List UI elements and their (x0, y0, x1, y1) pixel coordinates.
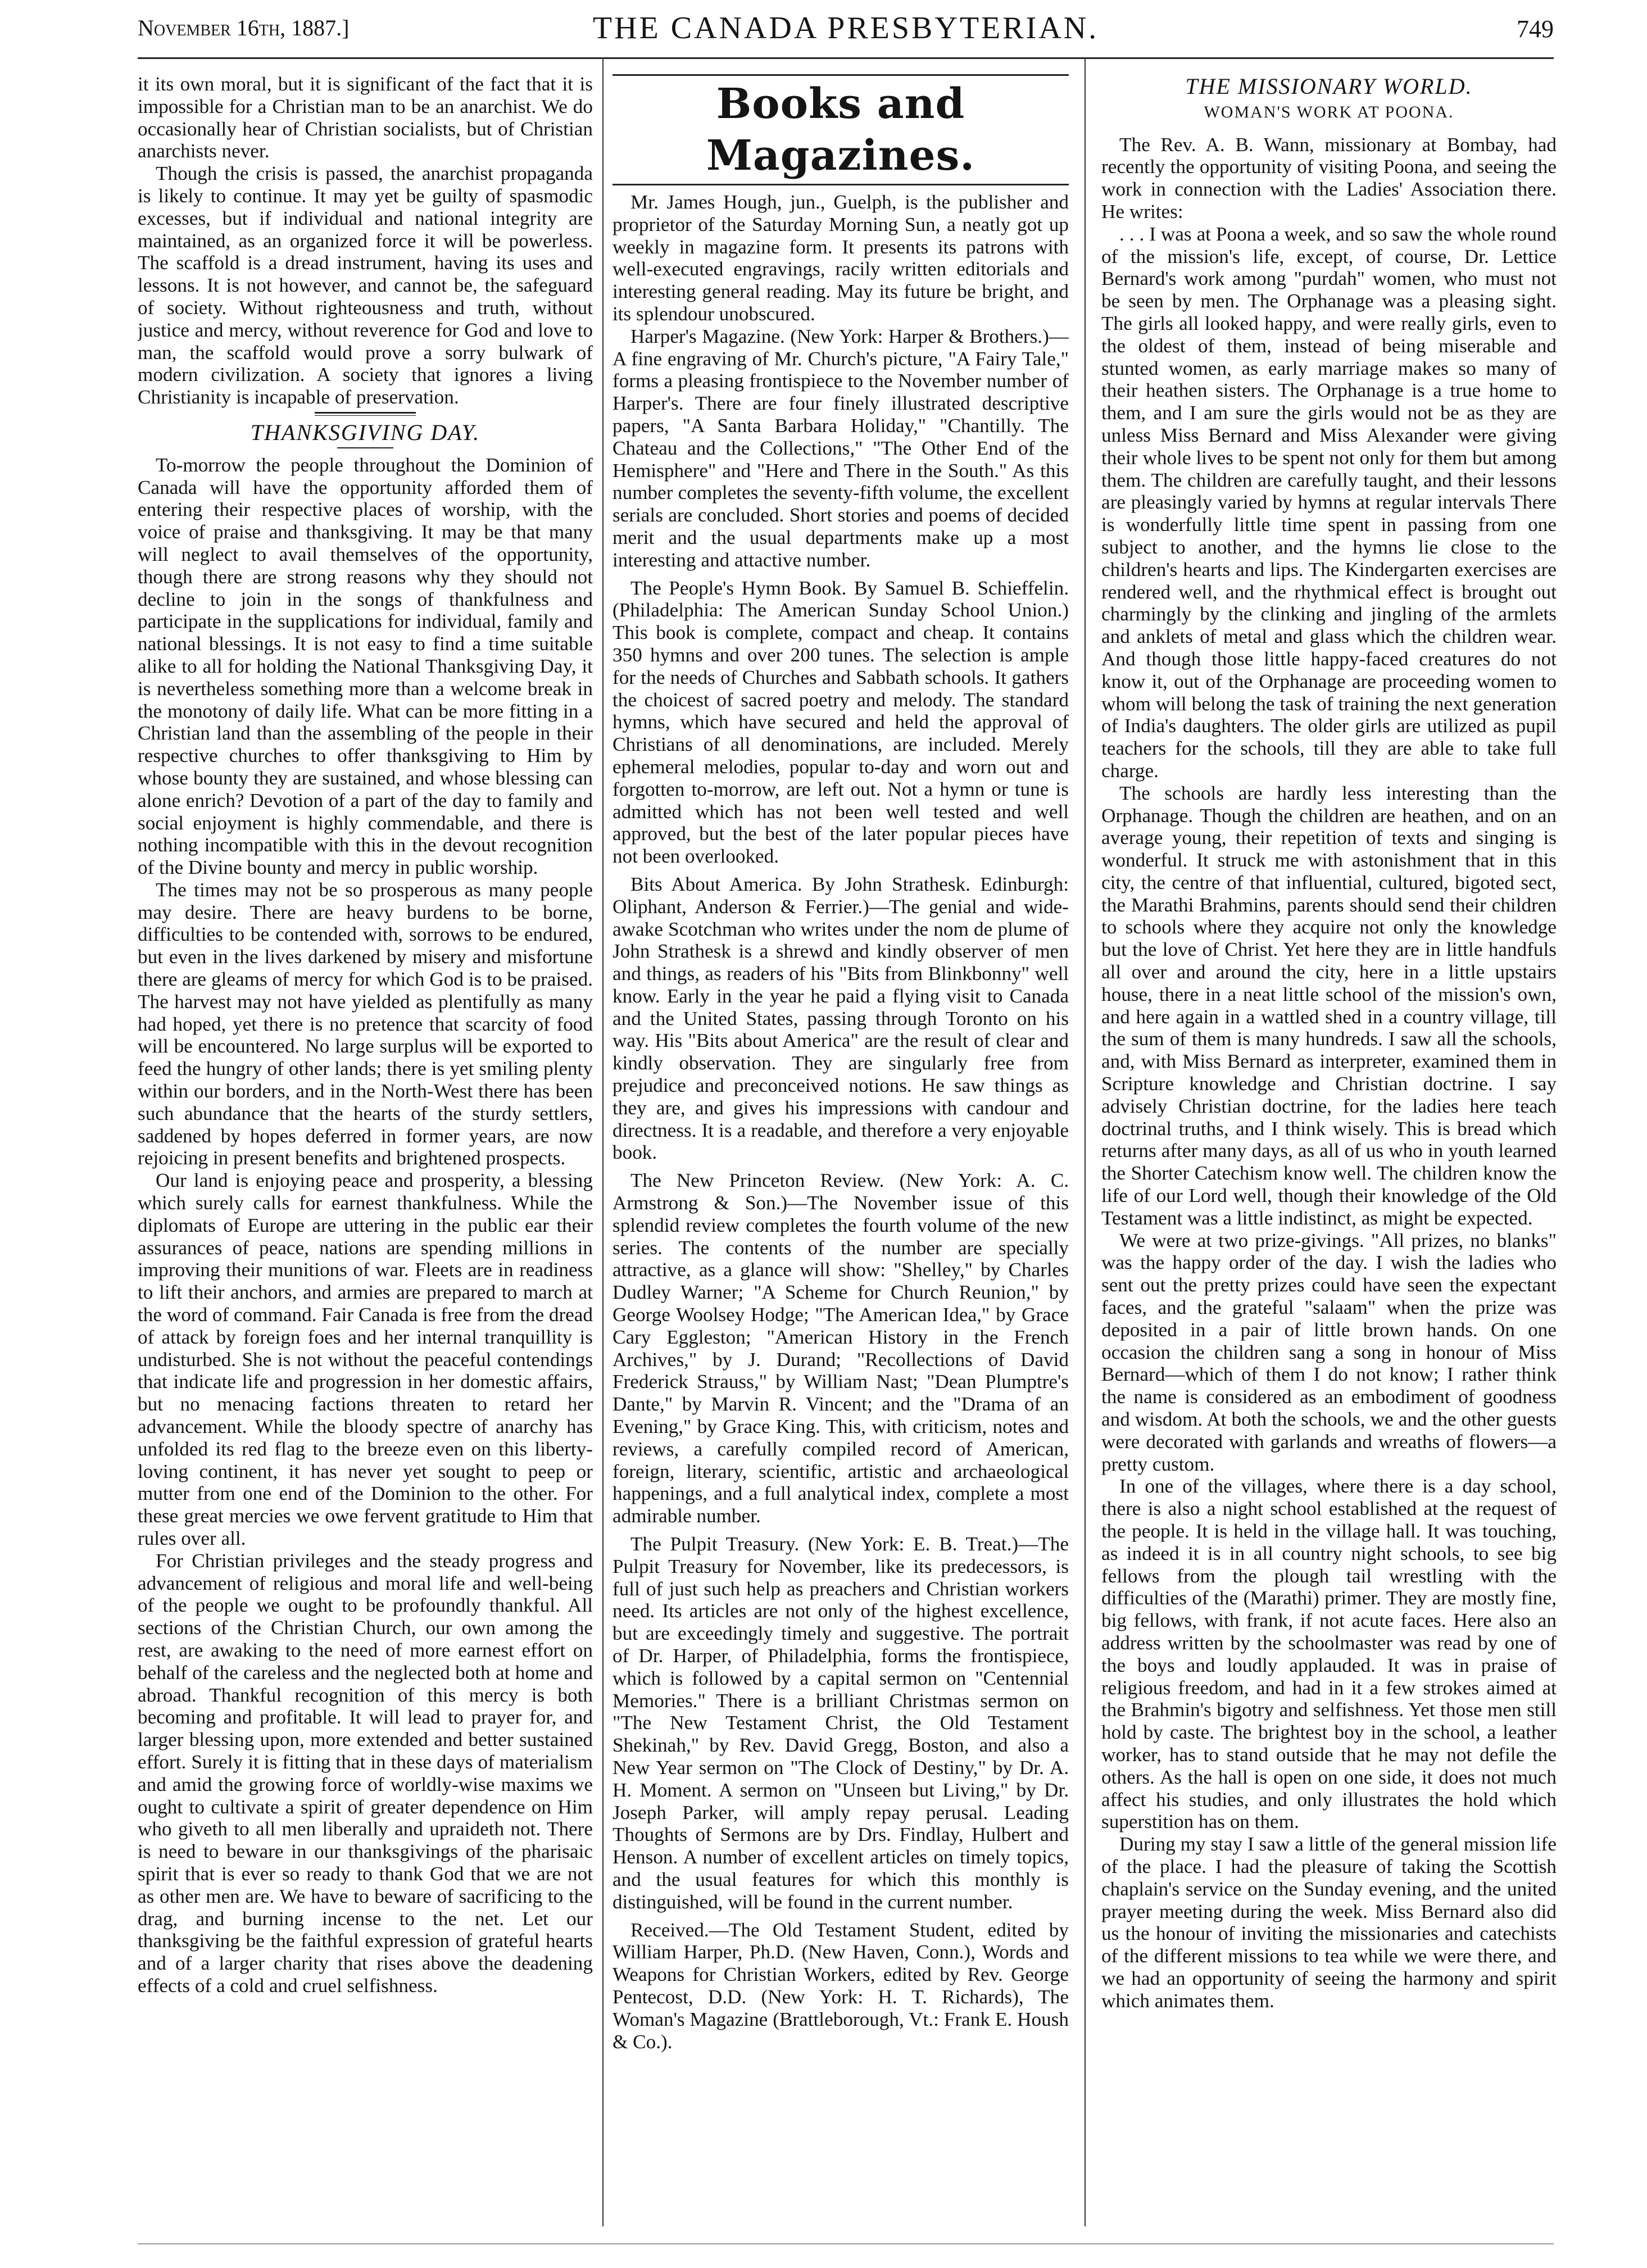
paragraph: Our land is enjoying peace and prosperity, a blessing which surely calls for earnest thankfulness. While the diplomats of Europe are uttering in the public ear their assurances of peace, nations are spending millions in improving their munitions of war. Fleets are in readiness to lift their anchors, and armies are prepared to march at the word of command. Fair Canada is free from the dread of attack by foreign foes and her internal tranquillity is undisturbed. She is not without the peaceful contendings that indicate life and progression in her domestic affairs, but no menacing factions threaten to retard her advancement. While the bloody spectre of anarchy has unfolded its red flag to the breeze even on this liberty-loving continent, it has never yet sought to peep or mutter from one end of the Dominion to the other. For these great mercies we owe fervent gratitude to Him that rules over all. (138, 1169, 593, 1549)
paragraph: During my stay I saw a little of the general mission life of the place. I had the pleasure of taking the Scottish chaplain's service on the Sunday evening, and the united prayer meeting during the week. Miss Bernard also did us the honour of inviting the missionaries and catechists of the different missions to tea while we were there, and we had an opportunity of seeing the harmony and spirit which animates them. (1101, 1833, 1557, 2012)
paragraph: The Rev. A. B. Wann, missionary at Bombay, had recently the opportunity of visiting Poona, and seeing the work in connection with the Ladies' Association there. He writes: (1101, 133, 1557, 223)
paragraph: The times may not be so prosperous as many people may desire. There are heavy burdens to be borne, difficulties to be contended with, sorrows to be endured, but even in the lives darkened by misery and misfortune there are gleams of mercy for which God is to be praised. The harvest may not have yielded as plentifully as many had hoped, yet there is no pretence that scarcity of food will be encountered. No large surplus will be exported to feed the hungry of other lands; there is yet smiling plenty within our borders, and in the North-West there has been such abundance that the hearts of the sturdy settlers, saddened by hopes deferred in former years, are now rejoicing in present benefits and brightened prospects. (138, 878, 593, 1169)
page-bottom-rule (138, 2243, 1554, 2244)
masthead (138, 10, 1554, 49)
paragraph: To-morrow the people throughout the Dominion of Canada will have the opportunity afforded them of entering their respective places of worship, with the voice of praise and thanksgiving. It may be that many will neglect to avail themselves of the opportunity, though there are strong reasons why they should not decline to join in the songs of thankfulness and participate in the supplications for individual, family and national blessings. It is not easy to find a time suitable alike to all for holding the National Thanksgiving Day, it is nevertheless something more than a welcome break in the monotony of daily life. What can be more fitting in a Christian land than the assembling of the people in their respective churches to offer thanksgiving to Him by whose bounty they are sustained, and whose blessing can alone enrich? Devotion of a part of the day to family and social enjoyment is highly commendable, and there is nothing incompatible with this in the devout recognition of the Divine bounty and mercy in public worship. (138, 453, 593, 879)
section-subheading: WOMAN'S WORK AT POONA. (1204, 102, 1454, 121)
newspaper-title: THE CANADA PRESBYTERIAN. (592, 11, 1099, 46)
column-books-magazines (612, 73, 1069, 2242)
column-divider-2 (1085, 57, 1086, 2226)
review-paragraph: Mr. James Hough, jun., Guelph, is the publisher and proprietor of the Saturday Morning Sun, a neatly got up weekly in magazine form. It presents its patrons with well-executed engravings, racily written editorials and interesting general reading. May its future be bright, and its splendour unobscured. (612, 191, 1069, 325)
issue-date: November 16th, 1887.] (138, 15, 350, 40)
section-divider (315, 412, 416, 416)
masthead-rule (138, 57, 1554, 59)
review-paragraph: Bits About America. By John Strathesk. Edinburgh: Oliphant, Anderson & Ferrier.)—The genial and wide-awake Scotchman who writes under the nom de plume of John Strathesk is a shrewd and kindly observer of men and things, as readers of his "Bits from Blinkbonny" well know. Early in the year he paid a flying visit to Canada and the United States, passing through Toronto on his way. His "Bits about America" are the result of clear and kindly observation. They are singularly free from prejudice and preconceived notions. He saw things as they are, and gives his impressions with candour and directness. It is a readable, and therefore a very enjoyable book. (612, 873, 1069, 1164)
paragraph: We were at two prize-givings. "All prizes, no blanks" was the happy order of the day. I wish the ladies who sent out the pretty prizes could have seen the expectant faces, and the grateful "salaam" when the prize was deposited in a pair of little brown hands. On one occasion the children sang a song in honour of Miss Bernard—which of them I do not know; I rather think the name is considered as an embodiment of goodness and wisdom. At both the schools, we and the other guests were decorated with garlands and wreaths of flowers—a pretty custom. (1101, 1229, 1557, 1475)
paragraph: The schools are hardly less interesting than the Orphanage. Though the children are heathen, and on an average young, their repetition of texts and singing is wonderful. It struck me with astonishment that in this city, the centre of that influential, cultured, bigoted sect, the Marathi Brahmins, parents should send their children to schools where they acquire not only the knowledge but the love of Christ. Yet here they are in little handfuls all over and around the city, here in a little upstairs house, there in a neat little school of the mission's own, and here again in a wattled shed in a country village, till the sum of them is many hundreds. I saw all the schools, and, with Miss Bernard as interpreter, examined them in Scripture knowledge and Christian doctrine. I say advisely Christian doctrine, for the ladies here teach doctrinal truths, and I think wisely. This is bread which returns after many days, as all of us who in youth learned the Shorter Catechism know well. The children know the life of our Lord well, though their knowledge of the Old Testament was a little indistinct, as might be expected. (1101, 782, 1557, 1229)
paragraph: . . . I was at Poona a week, and so saw the whole round of the mission's life, except, of course, Dr. Lettice Bernard's work among "purdah" women, who must not be seen by men. The Orphanage was a pleasing sight. The girls all looked happy, and were really girls, even to the oldest of them, instead of being miserable and stunted women, as early marriage makes so many of their heathen sisters. The Orphanage is a true home to them, and I am sure the girls would not be as they are unless Miss Bernard and Miss Alexander were giving their whole lives to be spent not only for them but among them. The children are carefully taught, and their lessons are pleasingly varied by hymns at regular intervals There is wonderfully little time spent in passing from one subject to another, and the hymns lie close to the children's hearts and lips. The Kindergarten exercises are rendered well, and the rhythmical effect is brought out charmingly by the clinking and jingling of the armlets and anklets of metal and glass which the children wear. And though those little happy-faced creatures do not know it, out of the Orphanage are proceeding women to whom will belong the task of training the next generation of India's daughters. The older girls are utilized as pupil teachers for the schools, till they are able to take full charge. (1101, 223, 1557, 782)
section-heading-books: Books and Magazines. (612, 74, 1069, 185)
column-editorial (138, 73, 593, 2242)
column-missionary-world (1101, 73, 1557, 2242)
section-heading-missionary: THE MISSIONARY WORLD. (1185, 74, 1473, 99)
review-paragraph: The Pulpit Treasury. (New York: E. B. Treat.)—The Pulpit Treasury for November, like its predecessors, is full of just such help as preachers and Christian workers need. Its articles are not only of the highest excellence, but are exceedingly timely and suggestive. The portrait of Dr. Harper, of Philadelphia, forms the frontispiece, which is followed by a capital sermon on "Centennial Memories." There is a brilliant Christmas sermon on "The New Testament Christ, the Old Testament Shekinah," by Rev. David Gregg, Boston, and also a New Year sermon on "The Clock of Destiny," by Dr. A. H. Moment. A sermon on "Unseen but Living," by Dr. Joseph Parker, will amply repay perusal. Leading Thoughts of Sermons are by Drs. Findlay, Hulbert and Henson. A number of excellent articles on timely topics, and the usual features for which this monthly is distinguished, will be found in the current number. (612, 1533, 1069, 1913)
section-heading-thanksgiving: THANKSGIVING DAY. (250, 419, 480, 445)
paragraph: it its own moral, but it is significant of the fact that it is impossible for a Christian man to be an anarchist. We do occasionally hear of Christian socialists, but of Christian anarchists never. (138, 73, 593, 162)
paragraph: For Christian privileges and the steady progress and advancement of religious and moral life and well-being of the people we ought to be profoundly thankful. All sections of the Christian Church, our own among the rest, are awaking to the need of more earnest effort on behalf of the careless and the neglected both at home and abroad. Thankful recognition of this mercy is both becoming and profitable. It will lead to prayer for, and larger blessing upon, more extended and better sustained effort. Surely it is fitting that in these days of materialism and amid the growing force of worldly-wise maxims we ought to cultivate a spirit of greater dependence on Him who giveth to all men liberally and upraideth not. There is need to beware in our thanksgivings of the pharisaic spirit that is ever so ready to thank God that we are not as other men are. We have to beware of sacrificing to the drag, and burning incense to the net. Let our thanksgiving be the faithful expression of grateful hearts and of a larger charity that rises above the deadening effects of a cold and cruel selfishness. (138, 1549, 593, 1997)
review-paragraph: Harper's Magazine. (New York: Harper & Brothers.)—A fine engraving of Mr. Church's picture, "A Fairy Tale," forms a pleasing frontispiece to the November number of Harper's. There are four finely illustrated descriptive papers, "A Santa Barbara Holiday," "Chantilly. The Chateau and the Collections," "The Other End of the Hemisphere" and "Here and There in the South." As this number completes the seventy-fifth volume, the excellent serials are concluded. Short stories and poems of decided merit and the usual departments make up a most interesting and attactive number. (612, 325, 1069, 571)
paragraph: Though the crisis is passed, the anarchist propaganda is likely to continue. It may yet be guilty of spasmodic excesses, but if individual and national integrity are maintained, as an organized force it will be powerless. The scaffold is a dread instrument, having its uses and lessons. It is not however, and cannot be, the safeguard of society. Without righteousness and truth, without justice and mercy, without reverence for God and love to man, the scaffold would prove a sorry bulwark of modern civilization. A society that ignores a living Christianity is incapable of preservation. (138, 162, 593, 409)
review-paragraph: The New Princeton Review. (New York: A. C. Armstrong & Son.)—The November issue of this splendid review completes the fourth volume of the new series. The contents of the number are specially attractive, as a glance will show: "Shelley," by Charles Dudley Warner; "A Scheme for Church Reunion," by George Woolsey Hodge; "The American Idea," by Grace Cary Eggleston; "American History in the French Archives," by J. Durand; "Recollections of David Frederick Strauss," by William Nast; "Dean Plumptre's Dante," by Marvin R. Vincent; and the "Drama of an Evening," by Grace King. This, with criticism, notes and reviews, a carefully compiled record of American, foreign, literary, scientific, artistic and archaeological happenings, and a full analytical index, complete a most admirable number. (612, 1169, 1069, 1527)
paragraph: In one of the villages, where there is a day school, there is also a night school established at the request of the people. It is held in the village hall. It was touching, as indeed it is in all country night schools, to see big fellows from the plough tail wrestling with the difficulties of the (Marathi) primer. They are mostly fine, big fellows, with frank, if not acute faces. Here also an address written by the schoolmaster was read by one of the boys and loudly applauded. It was in praise of religious freedom, and had in it a few strokes aimed at the Brahmin's bigotry and selfishness. Yet those men still hold by caste. The brightest boy in the school, a leather worker, has to stand outside that he may not defile the others. As the hall is open on one side, it does not much affect his studies, and only illustrates the hold which superstition has on them. (1101, 1475, 1557, 1833)
page-number: 749 (1517, 15, 1554, 43)
review-paragraph: The People's Hymn Book. By Samuel B. Schieffelin. (Philadelphia: The American Sunday School Union.) This book is complete, compact and cheap. It contains 350 hymns and over 200 tunes. The selection is ample for the needs of Churches and Sabbath schools. It gathers the choicest of sacred poetry and melody. The standard hymns, which have secured and held the approval of Christians of all denominations, are included. Merely ephemeral melodies, popular to-day and worn out and forgotten to-morrow, are left out. Not a hymn or tune is admitted which has not been well tested and well approved, but the best of the later popular pieces have not been overlooked. (612, 577, 1069, 868)
column-divider-1 (602, 57, 604, 2226)
review-paragraph: Received.—The Old Testament Student, edited by William Harper, Ph.D. (New Haven, Conn.), Words and Weapons for Christian Workers, edited by Rev. George Pentecost, D.D. (New York: H. T. Richards), The Woman's Magazine (Brattleborough, Vt.: Frank E. Housh & Co.). (612, 1918, 1069, 2053)
heading-rule (337, 447, 393, 448)
